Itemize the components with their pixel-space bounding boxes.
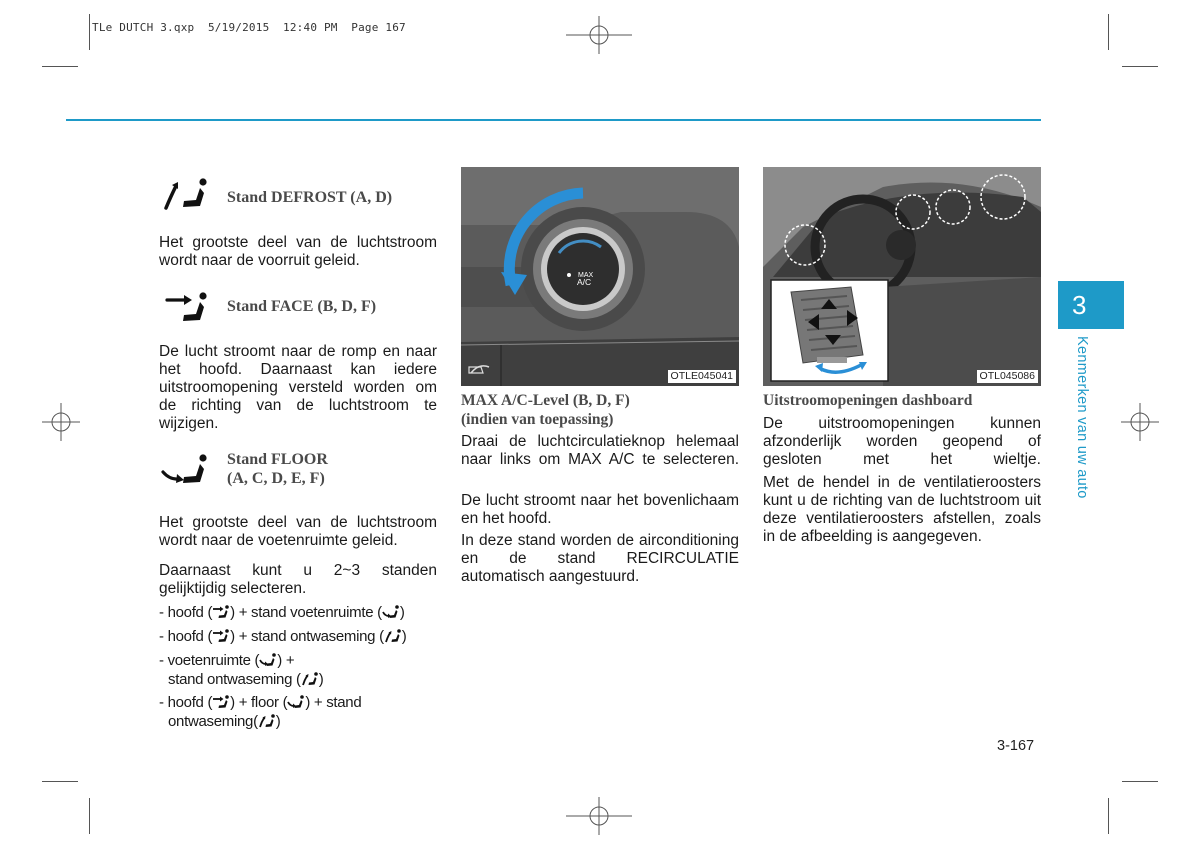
- list-item: [159, 693, 361, 731]
- face-text-content: De lucht stroomt naar de romp en naar het hoofd. Daarnaast kan iedere uitstroomopening versteld worden om de richting van de luchtstroom te wijzigen.: [159, 343, 437, 432]
- face-small-icon: [212, 628, 230, 644]
- floor-heading-line1: Stand FLOOR: [227, 451, 328, 468]
- list-text: ): [275, 713, 281, 730]
- defrost-heading: Stand DEFROST (A, D): [227, 189, 393, 206]
- floor-heading: [227, 450, 328, 488]
- vents-para1: [763, 415, 1041, 469]
- list-text: - hoofd (: [159, 694, 213, 711]
- list-text: ontwaseming(: [168, 713, 258, 730]
- dashboard-illustration: [763, 167, 1041, 386]
- floor-text: Het grootste deel van de luchtstroom wordt naar de voetenruimte geleid.: [159, 514, 437, 549]
- list-text: ): [401, 628, 407, 645]
- face-small-icon: [212, 694, 230, 710]
- face-mode-icon: [162, 290, 212, 326]
- chapter-tab: 3: [1058, 281, 1124, 329]
- vent-inset: [771, 280, 888, 381]
- defrost-small-icon: [301, 671, 319, 687]
- defrost-mode-icon: [162, 176, 212, 212]
- max-ac-para1: [461, 433, 739, 469]
- face-text: [159, 343, 437, 433]
- figure-code: OTL045086: [977, 370, 1038, 383]
- list-text: - hoofd (: [159, 628, 213, 645]
- max-ac-heading-line2: (indien van toepassing): [461, 411, 614, 428]
- knob-label-max: MAX: [578, 272, 594, 279]
- defrost-text: Het grootste deel van de luchtstroom wordt naar de voorruit geleid.: [159, 234, 437, 269]
- top-rule: [66, 119, 1041, 121]
- vents-heading: Uitstroomopeningen dashboard: [763, 392, 973, 409]
- knob-illustration: [461, 167, 739, 386]
- list-text: ) + stand ontwaseming (: [230, 628, 384, 645]
- floor-heading-line2: (A, C, D, E, F): [227, 470, 325, 487]
- list-text: - voetenruimte (: [159, 652, 260, 669]
- face-small-icon: [212, 604, 230, 620]
- list-text: ) + stand: [305, 694, 362, 711]
- print-header: TLe DUTCH 3.qxp 5/19/2015 12:40 PM Page 167: [92, 21, 406, 34]
- max-ac-para3: In deze stand worden de airconditioning en de stand RECIRCULATIE automatisch aangestuurd.: [461, 532, 739, 585]
- face-heading: Stand FACE (B, D, F): [227, 298, 377, 315]
- vents-para1-text: De uitstroomopeningen kunnen afzonderlijk worden geopend of gesloten met het wieltje.: [763, 415, 1041, 468]
- list-item: [159, 603, 405, 622]
- list-item: [159, 627, 406, 646]
- chapter-title: Kenmerken van uw auto: [1074, 336, 1090, 499]
- list-text: ) + floor (: [230, 694, 288, 711]
- floor-small-icon: [287, 694, 305, 710]
- max-ac-knob-figure: [461, 167, 739, 386]
- list-text: - hoofd (: [159, 604, 213, 621]
- defrost-small-icon: [384, 628, 402, 644]
- knob-label-ac: A/C: [577, 277, 592, 287]
- floor-small-icon: [382, 604, 400, 620]
- max-ac-para1-text: Draai de luchtcirculatieknop helemaal naar links om MAX A/C te selecteren.: [461, 433, 739, 468]
- floor-mode-icon: [160, 452, 212, 488]
- floor-small-icon: [259, 652, 277, 668]
- dashboard-vents-figure: [763, 167, 1041, 386]
- list-text: stand ontwaseming (: [168, 671, 301, 688]
- max-ac-heading: [461, 391, 630, 429]
- figure-code: OTLE045041: [668, 370, 736, 383]
- list-item: [159, 651, 323, 689]
- max-ac-heading-line1: MAX A/C-Level (B, D, F): [461, 392, 630, 409]
- list-text: ) + stand voetenruimte (: [230, 604, 382, 621]
- list-text: ): [399, 604, 405, 621]
- max-ac-para2: De lucht stroomt naar het bovenlichaam en het hoofd.: [461, 492, 739, 527]
- defrost-small-icon: [258, 713, 276, 729]
- vents-para2: Met de hendel in de ventilatieroosters kunt u de richting van de luchtstroom uit deze ventilatieroosters afstellen, zoals in de afbeelding is aangegeven.: [763, 474, 1041, 545]
- combo-intro: Daarnaast kunt u 2~3 standen gelijktijdig selecteren.: [159, 562, 437, 597]
- list-text: ) +: [277, 652, 295, 669]
- page-number: 3-167: [997, 738, 1035, 754]
- list-text: ): [318, 671, 324, 688]
